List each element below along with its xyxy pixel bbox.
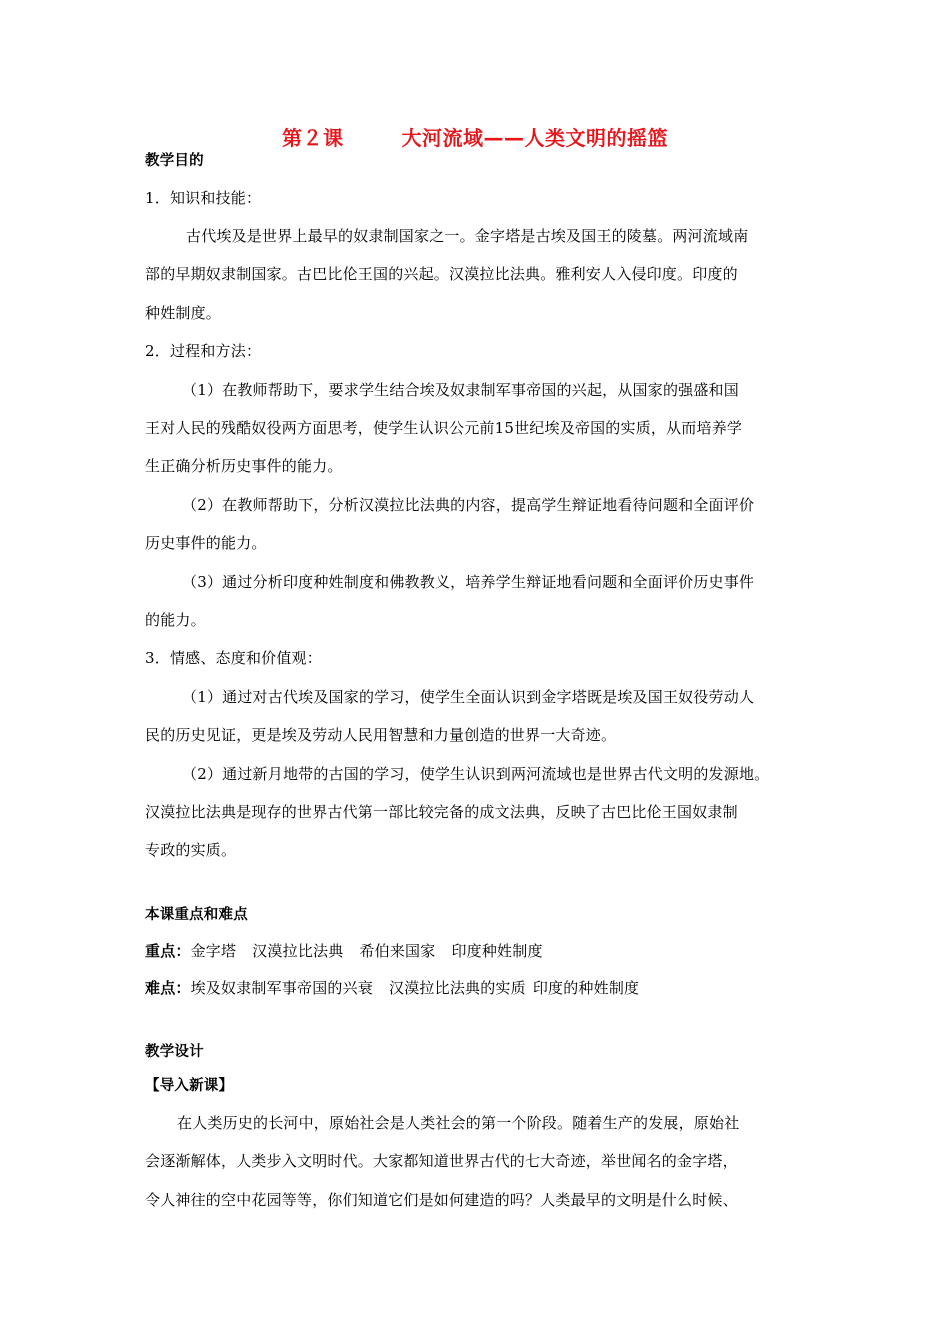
lesson-topic: 大河流域——人类文明的摇篮 xyxy=(401,126,668,150)
paragraph-line: 民的历史见证，更是埃及劳动人民用智慧和力量创造的世界一大奇迹。 xyxy=(145,726,617,744)
focus-item: 汉漠拉比法典 xyxy=(252,942,344,960)
paragraph-line: 历史事件的能力。 xyxy=(145,534,267,552)
paragraph-line: 部的早期奴隶制国家。古巴比伦王国的兴起。汉漠拉比法典。雅利安人入侵印度。印度的 xyxy=(145,265,738,283)
paragraph-line: （1）在教师帮助下，要求学生结合埃及奴隶制军事帝国的兴起，从国家的强盛和国 xyxy=(182,381,739,399)
difficulty-item: 汉漠拉比法典的实质 xyxy=(389,979,526,997)
key-points-heading: 本课重点和难点 xyxy=(145,907,248,923)
paragraph-line: 生正确分析历史事件的能力。 xyxy=(145,457,343,475)
paragraph-line: 汉漠拉比法典是现存的世界古代第一部比较完备的成文法典，反映了古巴比伦王国奴隶制 xyxy=(145,803,738,821)
focus-line xyxy=(145,941,815,961)
knowledge-heading: 1．知识和技能： xyxy=(145,189,262,207)
paragraph-line: 在人类历史的长河中，原始社会是人类社会的第一个阶段。随着生产的发展，原始社 xyxy=(177,1114,740,1132)
intro-heading: 【导入新课】 xyxy=(145,1078,234,1094)
paragraph-line: 令人神往的空中花园等等，你们知道它们是如何建造的吗？人类最早的文明是什么时候、 xyxy=(145,1191,738,1209)
process-heading: 2．过程和方法： xyxy=(145,342,262,360)
paragraph-line: 专政的实质。 xyxy=(145,841,237,859)
paragraph-line: 种姓制度。 xyxy=(145,304,222,322)
focus-item: 印度种姓制度 xyxy=(451,942,543,960)
difficulty-line xyxy=(145,978,815,998)
objectives-heading: 教学目的 xyxy=(145,153,204,169)
paragraph-line: 的能力。 xyxy=(145,611,206,629)
focus-item: 希伯来国家 xyxy=(359,942,436,960)
values-heading: 3．情感、态度和价值观： xyxy=(145,649,322,667)
paragraph-line: （2）在教师帮助下，分析汉漠拉比法典的内容，提高学生辩证地看待问题和全面评价 xyxy=(182,496,755,514)
paragraph-line: （1）通过对古代埃及国家的学习，使学生全面认识到金字塔既是埃及国王奴役劳动人 xyxy=(182,688,755,706)
paragraph-line: 会逐渐解体，人类步入文明时代。大家都知道世界古代的七大奇迹，举世闻名的金字塔， xyxy=(145,1152,738,1170)
focus-label: 重点： xyxy=(145,942,191,960)
difficulty-item: 印度的种姓制度 xyxy=(532,979,640,997)
difficulty-label: 难点： xyxy=(145,979,191,997)
paragraph-line: 王对人民的残酷奴役两方面思考，使学生认识公元前15世纪埃及帝国的实质，从而培养学 xyxy=(145,419,743,437)
focus-item: 金字塔 xyxy=(190,942,237,960)
difficulty-item: 埃及奴隶制军事帝国的兴衰 xyxy=(190,979,374,997)
paragraph-line: （2）通过新月地带的古国的学习，使学生认识到两河流域也是世界古代文明的发源地。 xyxy=(182,765,770,783)
paragraph-line: 古代埃及是世界上最早的奴隶制国家之一。金字塔是古埃及国王的陵墓。两河流域南 xyxy=(186,227,749,245)
paragraph-line: （3）通过分析印度种姓制度和佛教教义，培养学生辩证地看问题和全面评价历史事件 xyxy=(182,573,755,591)
lesson-title xyxy=(0,122,950,151)
design-heading: 教学设计 xyxy=(145,1044,204,1060)
lesson-number: 第２课 xyxy=(282,126,344,150)
